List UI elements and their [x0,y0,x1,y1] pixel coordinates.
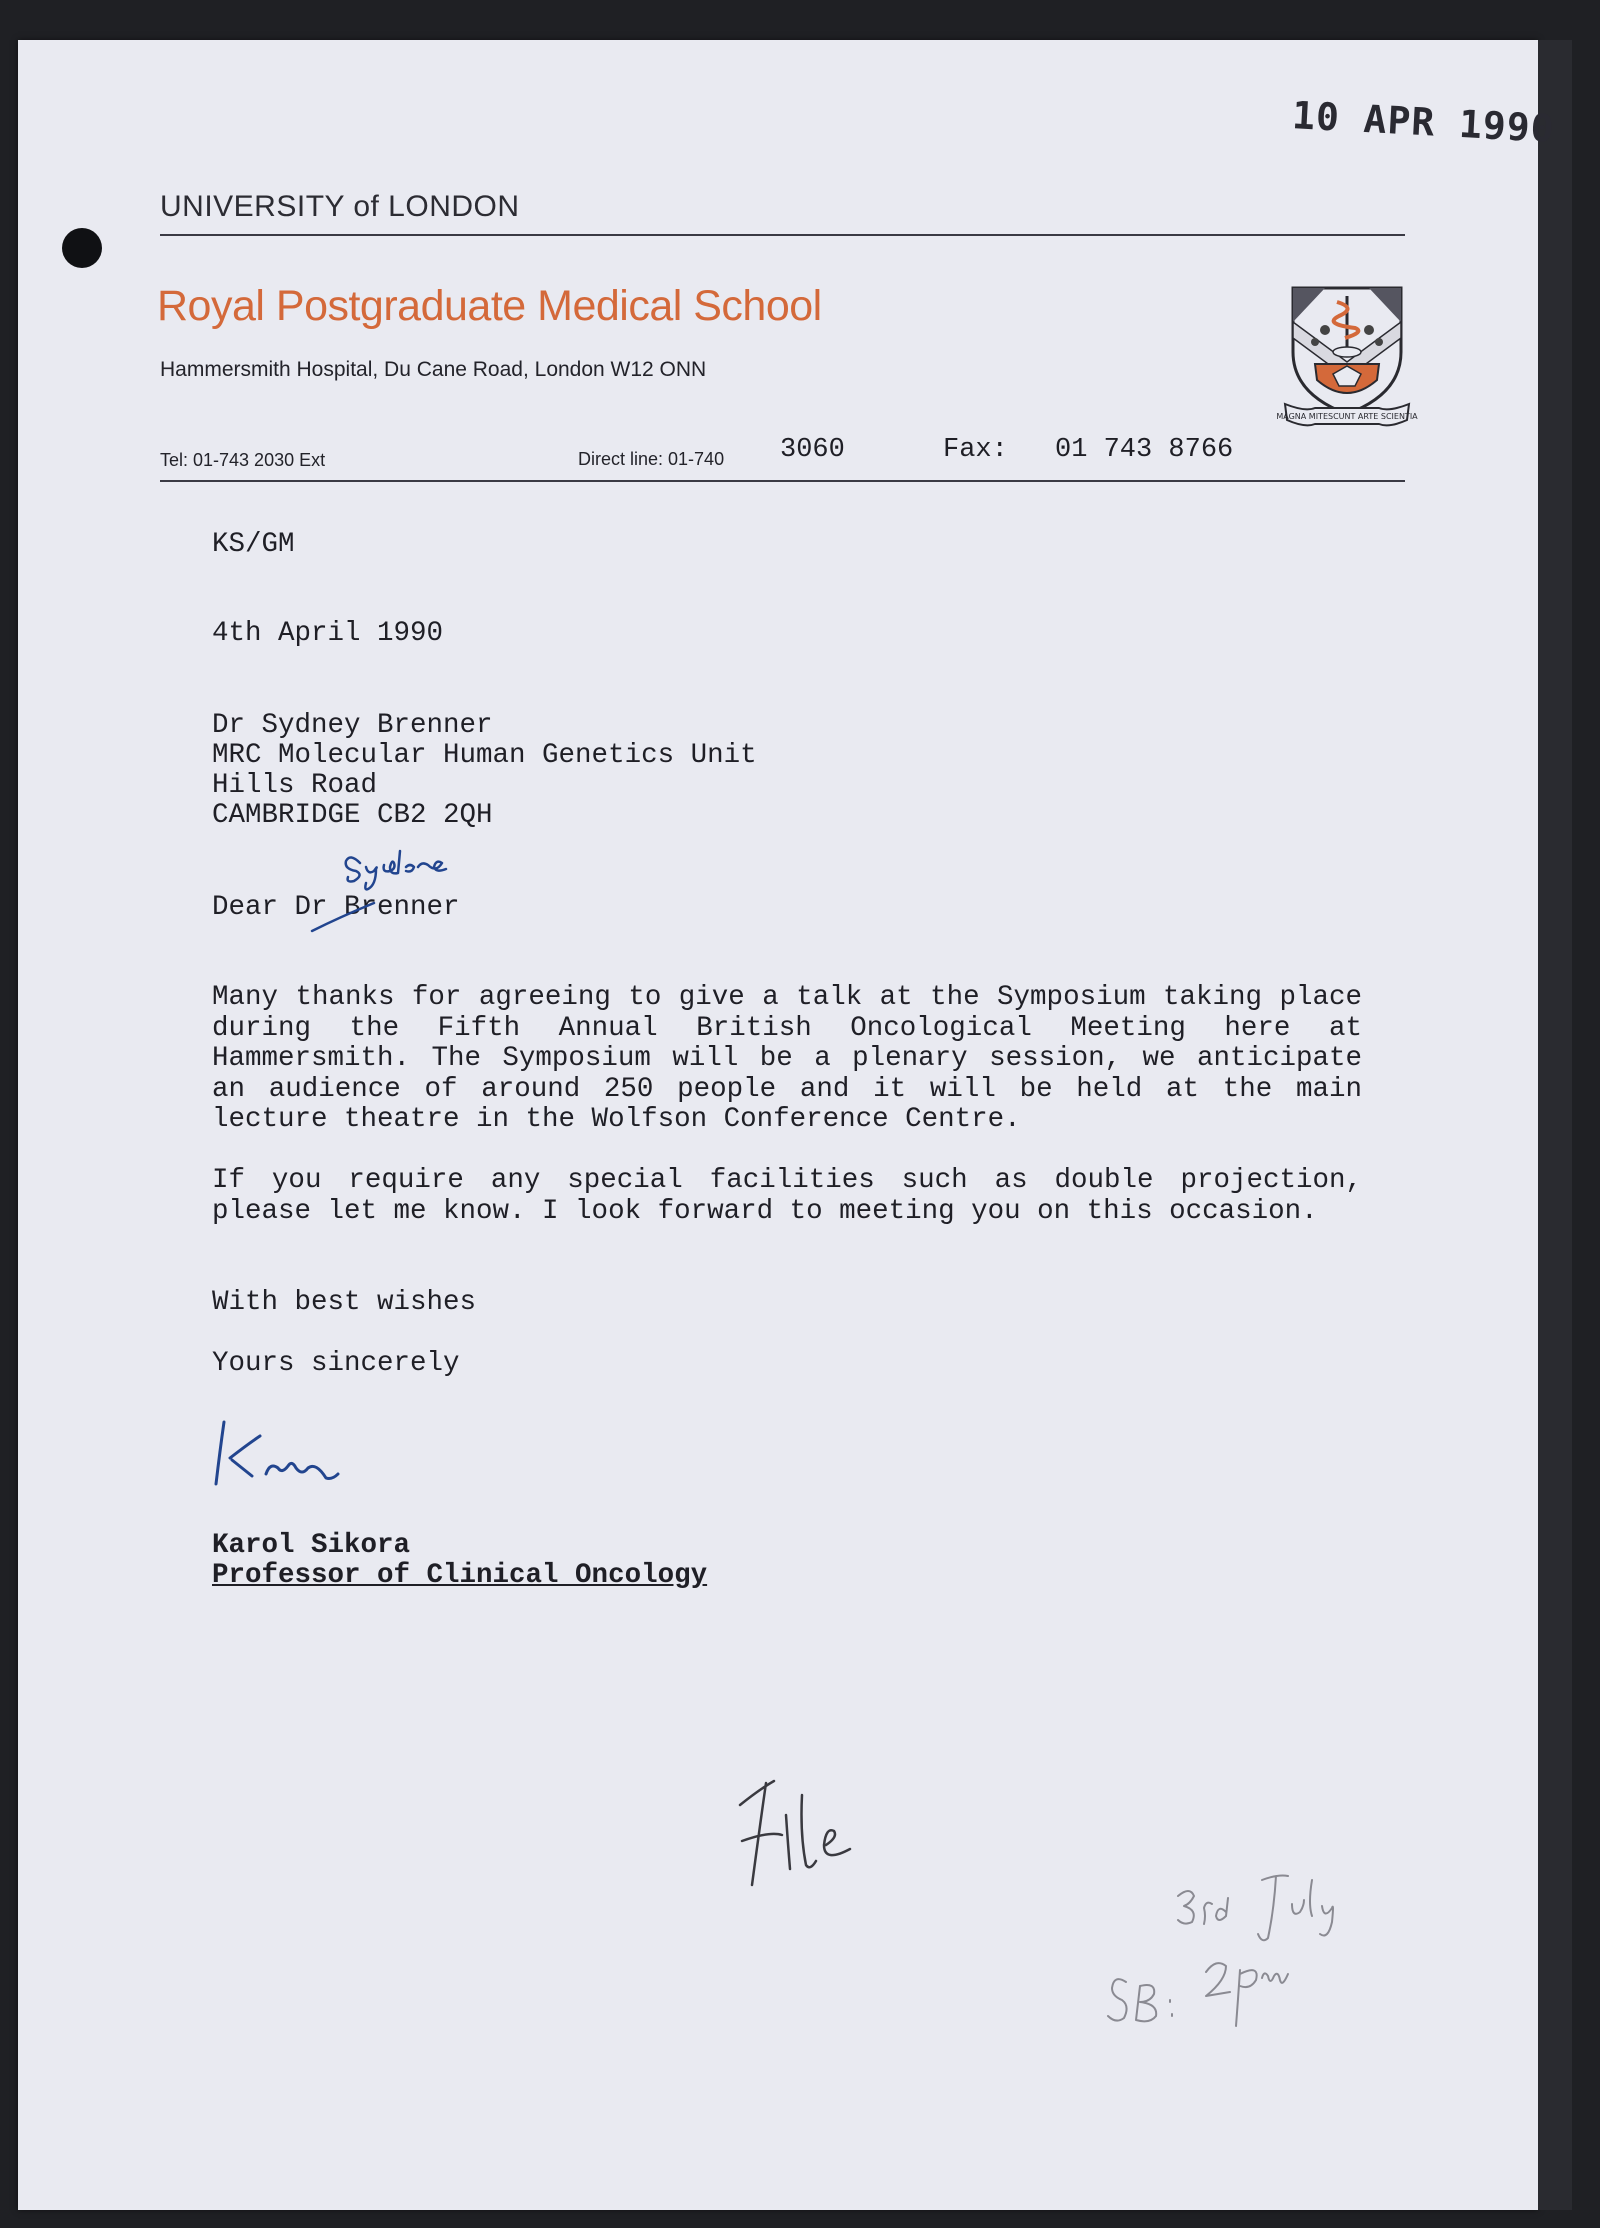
telephone-label: Tel: 01-743 2030 Ext [160,450,326,470]
body-paragraph-1: Many thanks for agreeing to give a talk at the Symposium taking place during the Fifth Annual British Oncological Meeting here at Hammersmith. The Symposium will be a plenary session, we anticipate an audience of around 250 people and it will be held at the main lecture theatre in the Wolfson Conference Centre. [212,982,1362,1136]
crest-motto: MAGNA MITESCUNT ARTE SCIENTIA [1276,412,1418,421]
school-name: Royal Postgraduate Medical School [157,282,822,330]
recipient-line: Dr Sydney Brenner [212,710,493,741]
reference: KS/GM [212,529,295,560]
fax-label: Fax: [943,435,1008,465]
school-crest-icon [1276,282,1418,434]
header-rule-bottom [160,480,1405,482]
extension-number: 3060 [780,435,845,465]
signatory-title: Professor of Clinical Oncology [212,1560,708,1591]
punch-hole [62,228,102,268]
background-folder-edge [1538,40,1572,2210]
handwritten-correction-sydney [310,845,500,935]
school-address: Hammersmith Hospital, Du Cane Road, London W12 ONN [160,358,707,381]
received-date-stamp: 10 APR 1990 [1291,93,1556,151]
signature-karol [208,1418,348,1488]
salutation: Dear Dr Brenner [212,892,460,923]
direct-line-label: Direct line: 01-740 [578,449,725,469]
header-rule-top [160,234,1405,236]
closing-sincerely: Yours sincerely [212,1348,460,1379]
recipient-line: Hills Road [212,770,378,801]
signatory-name: Karol Sikora [212,1530,411,1561]
recipient-line: MRC Molecular Human Genetics Unit [212,740,757,771]
fax-number: 01 743 8766 [1055,435,1234,465]
body-paragraph-2: If you require any special facilities such as double projection, please let me know. I look forward to meeting you on this occasion. [212,1165,1362,1227]
handwritten-file-note [730,1775,880,1895]
letter-date: 4th April 1990 [212,618,444,649]
closing-wishes: With best wishes [212,1287,477,1318]
pencil-note-sb-2pm [1100,1930,1330,2030]
university-name: UNIVERSITY of LONDON [160,190,520,223]
recipient-line: CAMBRIDGE CB2 2QH [212,800,493,831]
